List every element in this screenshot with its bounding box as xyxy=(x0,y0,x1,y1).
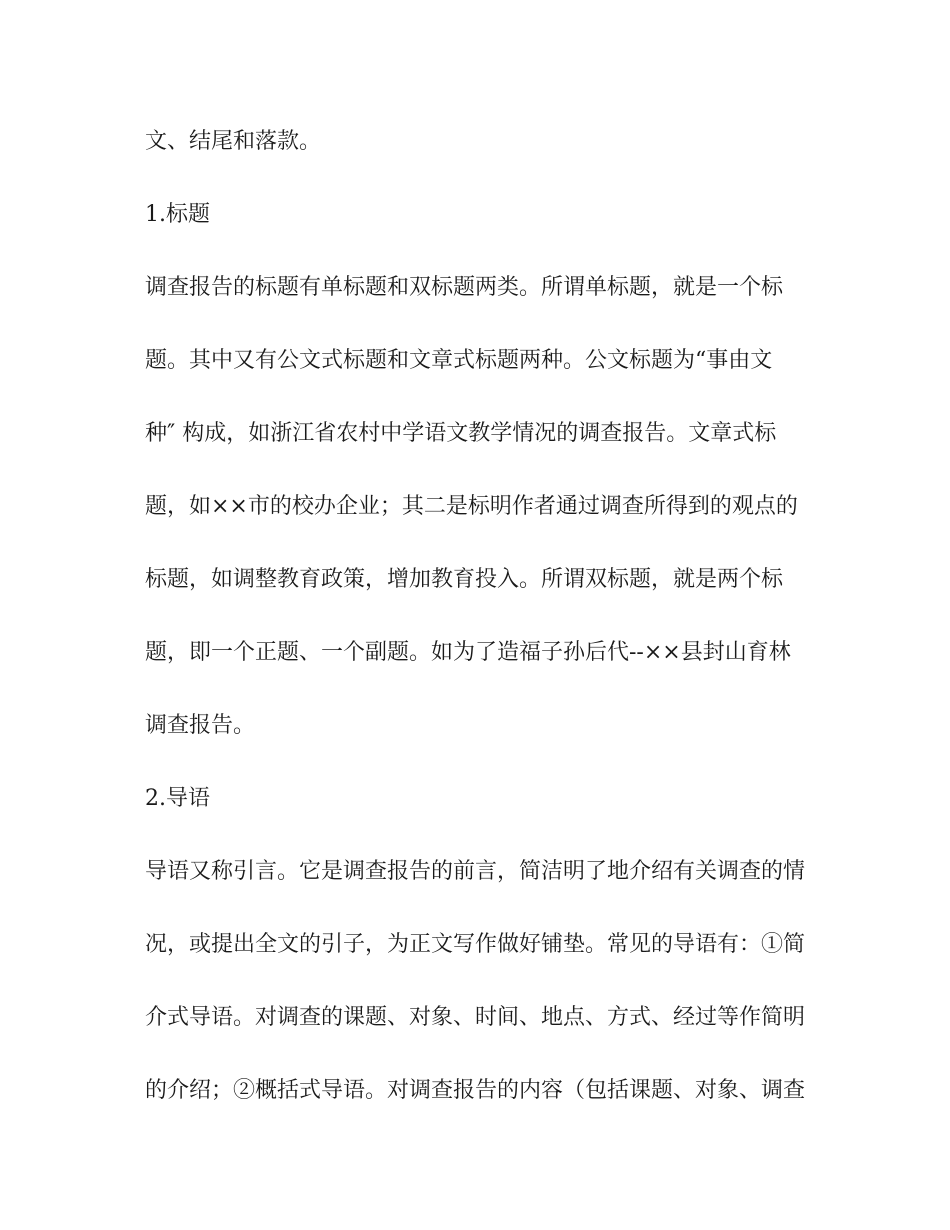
text-line: 调查报告。 xyxy=(145,713,256,738)
text-line: 题。其中又有公文式标题和文章式标题两种。公文标题为“事由文 xyxy=(145,348,773,373)
text-line: 文、结尾和落款。 xyxy=(145,129,322,154)
text-line: 题，即一个正题、一个副题。如为了造福子孙后代--××县封山育林 xyxy=(145,640,791,665)
text-line: 况，或提出全文的引子，为正文写作做好铺垫。常见的导语有：①简 xyxy=(145,932,806,957)
text-line: 导语又称引言。它是调查报告的前言，简洁明了地介绍有关调查的情 xyxy=(145,859,806,884)
text-line: 种″ 构成，如浙江省农村中学语文教学情况的调查报告。文章式标 xyxy=(145,421,777,446)
text-line: 调查报告的标题有单标题和双标题两类。所谓单标题，就是一个标 xyxy=(145,275,784,300)
text-line: 的介绍；②概括式导语。对调查报告的内容（包括课题、对象、调查 xyxy=(145,1078,806,1103)
section-heading-intro: 2.导语 xyxy=(145,786,210,811)
section-heading-title: 1.标题 xyxy=(145,202,210,227)
text-line: 介式导语。对调查的课题、对象、时间、地点、方式、经过等作简明 xyxy=(145,1005,806,1030)
text-line: 题，如××市的校办企业；其二是标明作者通过调查所得到的观点的 xyxy=(145,494,798,519)
text-line: 标题，如调整教育政策，增加教育投入。所谓双标题，就是两个标 xyxy=(145,567,784,592)
